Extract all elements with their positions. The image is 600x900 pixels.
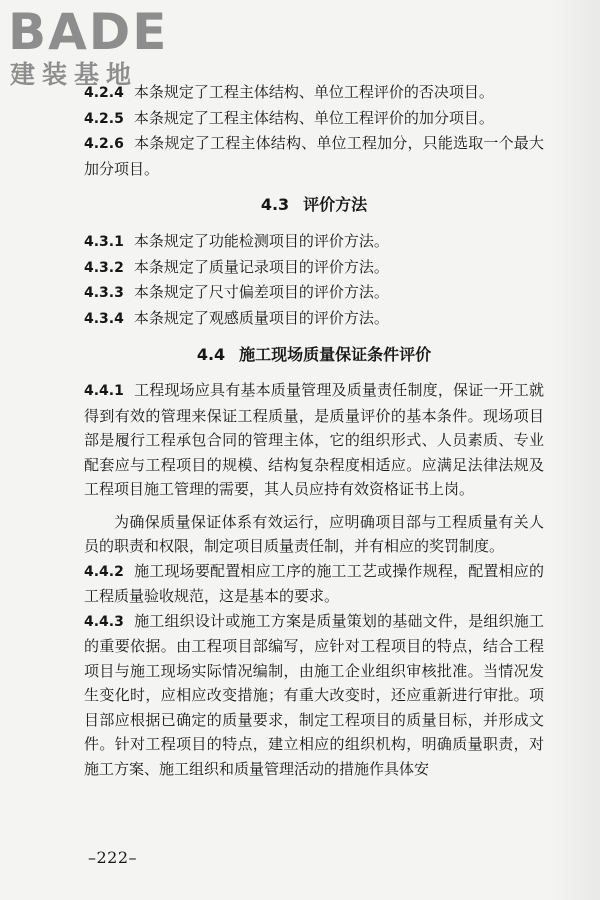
clause-text: 本条规定了工程主体结构、单位工程加分，只能选取一个最大加分项目。 [84, 134, 544, 178]
clause-4-4-2 [84, 559, 544, 609]
clause-text: 本条规定了工程主体结构、单位工程评价的加分项目。 [133, 108, 494, 127]
watermark-brand: BADE [8, 3, 169, 61]
clause-number: 4.2.5 [84, 110, 124, 127]
clause-number: 4.4.3 [84, 613, 124, 630]
clause-number: 4.2.4 [84, 85, 124, 101]
clause-4-3-4 [84, 306, 544, 332]
clause-4-4-3 [84, 609, 544, 782]
clause-number: 4.3.4 [84, 310, 124, 327]
clause-4-2-4 [84, 80, 544, 106]
clause-text: 本条规定了功能检测项目的评价方法。 [133, 232, 389, 250]
section-number: 4.3 [260, 195, 290, 214]
clause-4-2-5 [84, 106, 544, 132]
section-number: 4.4 [196, 345, 226, 364]
clause-text: 工程现场应具有基本质量管理及质量责任制度，保证一开工就得到有效的管理来保证工程质量，是质量评价的基本条件。现场项目部是履行工程承包合同的管理主体，它的组织形式、人员素质、专业配套应与工程项目的规模、结构复杂程度相适应。应满足法律法规及工程项目施工管理的需要，其人员应持有效资格证书上岗。 [84, 381, 544, 498]
clause-text: 本条规定了质量记录项目的评价方法。 [133, 257, 389, 276]
section-heading-4-4 [84, 343, 544, 367]
clause-number: 4.2.6 [84, 136, 124, 152]
clause-number: 4.4.1 [84, 383, 124, 399]
watermark-subtitle: 建装基地 [10, 60, 139, 89]
clause-4-3-3 [84, 280, 544, 306]
clause-number: 4.3.3 [84, 285, 124, 301]
page-content [84, 80, 544, 781]
clause-number: 4.4.2 [84, 563, 124, 580]
page-number: –222– [88, 848, 138, 867]
clause-text: 本条规定了尺寸偏差项目的评价方法。 [133, 283, 389, 301]
section-title: 评价方法 [303, 195, 368, 214]
clause-4-3-2 [84, 255, 544, 281]
clause-number: 4.3.1 [84, 234, 124, 250]
clause-text: 施工现场要配置相应工序的施工工艺或操作规程，配置相应的工程质量验收规范，这是基本的要求。 [84, 561, 544, 605]
section-title: 施工现场质量保证条件评价 [239, 345, 432, 364]
clause-4-4-1 [84, 378, 544, 502]
section-heading-4-3 [84, 193, 544, 217]
clause-4-3-1 [84, 229, 544, 255]
clause-4-4-1-continued: 为确保质量保证体系有效运行，应明确项目部与工程质量有关人员的职责和权限，制定项目质量责任制，并有相应的奖罚制度。 [84, 512, 544, 555]
clause-text: 本条规定了工程主体结构、单位工程评价的否决项目。 [133, 83, 494, 101]
clause-text: 施工组织设计或施工方案是质量策划的基础文件，是组织施工的重要依据。由工程项目部编写，应针对工程项目的特点，结合工程项目与施工现场实际情况编制，由施工企业组织审核批准。当情况发生变化时，应相应改变措施；有重大改变时，还应重新进行审批。项目部应根据已确定的质量要求，制定工程项目的质量目标，并形成文件。针对工程项目的特点，建立相应的组织机构，明确质量职责，对施工方案、施工组织和质量管理活动的措施作具体安 [84, 611, 544, 778]
clause-4-2-6 [84, 131, 544, 181]
clause-text: 本条规定了观感质量项目的评价方法。 [133, 308, 389, 327]
watermark-logo [8, 3, 188, 89]
clause-number: 4.3.2 [84, 259, 124, 276]
page-edge-shadow [548, 0, 600, 900]
